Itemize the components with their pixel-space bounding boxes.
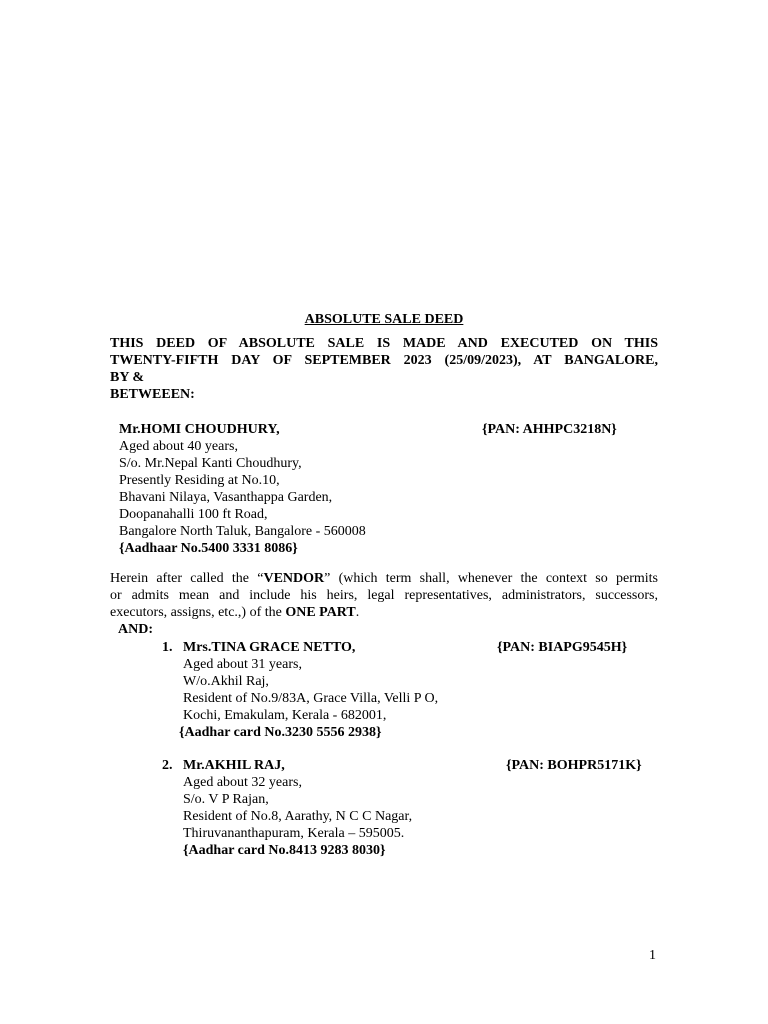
purchaser-1-address-line-2: Kochi, Emakulam, Kerala - 682001,	[183, 708, 387, 723]
herein-line-3-post: .	[355, 605, 360, 620]
intro-line-1: THIS DEED OF ABSOLUTE SALE IS MADE AND EXECUTED ON THIS	[110, 336, 658, 351]
herein-line-2: or admits mean and include his heirs, legal representatives, administrators, successors,	[110, 588, 658, 603]
purchaser-2-aadhar: {Aadhar card No.8413 9283 8030}	[183, 843, 386, 858]
purchaser-2-block	[183, 757, 412, 859]
herein-line-3	[110, 604, 658, 621]
intro-line-3: BY &	[110, 370, 145, 385]
purchaser-1-block	[183, 639, 438, 724]
vendor-pan: {PAN: AHHPC3218N}	[482, 422, 617, 437]
document-title: ABSOLUTE SALE DEED	[304, 312, 464, 327]
vendor-address-line-2: Bhavani Nilaya, Vasanthappa Garden,	[119, 490, 333, 505]
purchaser-1-number: 1.	[162, 640, 173, 655]
and-label: AND:	[118, 622, 153, 637]
purchaser-1-name: Mrs.TINA GRACE NETTO,	[183, 640, 356, 655]
purchaser-2-number: 2.	[162, 758, 173, 773]
vendor-relation: S/o. Mr.Nepal Kanti Choudhury,	[119, 456, 302, 471]
purchaser-1-age: Aged about 31 years,	[183, 657, 302, 672]
vendor-name: Mr.HOMI CHOUDHURY,	[119, 422, 280, 437]
purchaser-2-pan: {PAN: BOHPR5171K}	[506, 758, 642, 773]
purchaser-1-relation: W/o.Akhil Raj,	[183, 674, 269, 689]
vendor-address-line-4: Bangalore North Taluk, Bangalore - 560008	[119, 524, 366, 539]
purchaser-2-age: Aged about 32 years,	[183, 775, 302, 790]
vendor-aadhaar: {Aadhaar No.5400 3331 8086}	[119, 541, 298, 556]
vendor-address-line-3: Doopanahalli 100 ft Road,	[119, 507, 268, 522]
herein-line-3-pre: executors, assigns, etc.,) of the	[110, 605, 286, 620]
purchaser-1-aadhar: {Aadhar card No.3230 5556 2938}	[179, 725, 382, 740]
page-number: 1	[649, 948, 656, 963]
vendor-term: VENDOR	[263, 571, 325, 586]
vendor-block	[119, 421, 366, 557]
herein-paragraph	[110, 570, 658, 621]
herein-post: ” (which term shall, whenever the context so permits	[324, 571, 658, 586]
one-part-term: ONE PART	[285, 605, 356, 620]
purchaser-2-address-line-1: Resident of No.8, Aarathy, N C C Nagar,	[183, 809, 413, 824]
purchaser-1-address-line-1: Resident of No.9/83A, Grace Villa, Velli P O,	[183, 691, 439, 706]
purchaser-1-pan: {PAN: BIAPG9545H}	[497, 640, 628, 655]
vendor-address-line-1: Presently Residing at No.10,	[119, 473, 280, 488]
intro-line-2: TWENTY-FIFTH DAY OF SEPTEMBER 2023 (25/09/2023), AT BANGALORE,	[110, 353, 658, 368]
vendor-age: Aged about 40 years,	[119, 439, 238, 454]
herein-line-1	[110, 570, 658, 587]
purchaser-2-relation: S/o. V P Rajan,	[183, 792, 269, 807]
herein-pre: Herein after called the “	[110, 571, 264, 586]
purchaser-2-address-line-2: Thiruvananthapuram, Kerala – 595005.	[183, 826, 405, 841]
intro-line-4: BETWEEEN:	[110, 387, 195, 402]
deed-intro	[110, 335, 658, 403]
purchaser-2-name: Mr.AKHIL RAJ,	[183, 758, 285, 773]
